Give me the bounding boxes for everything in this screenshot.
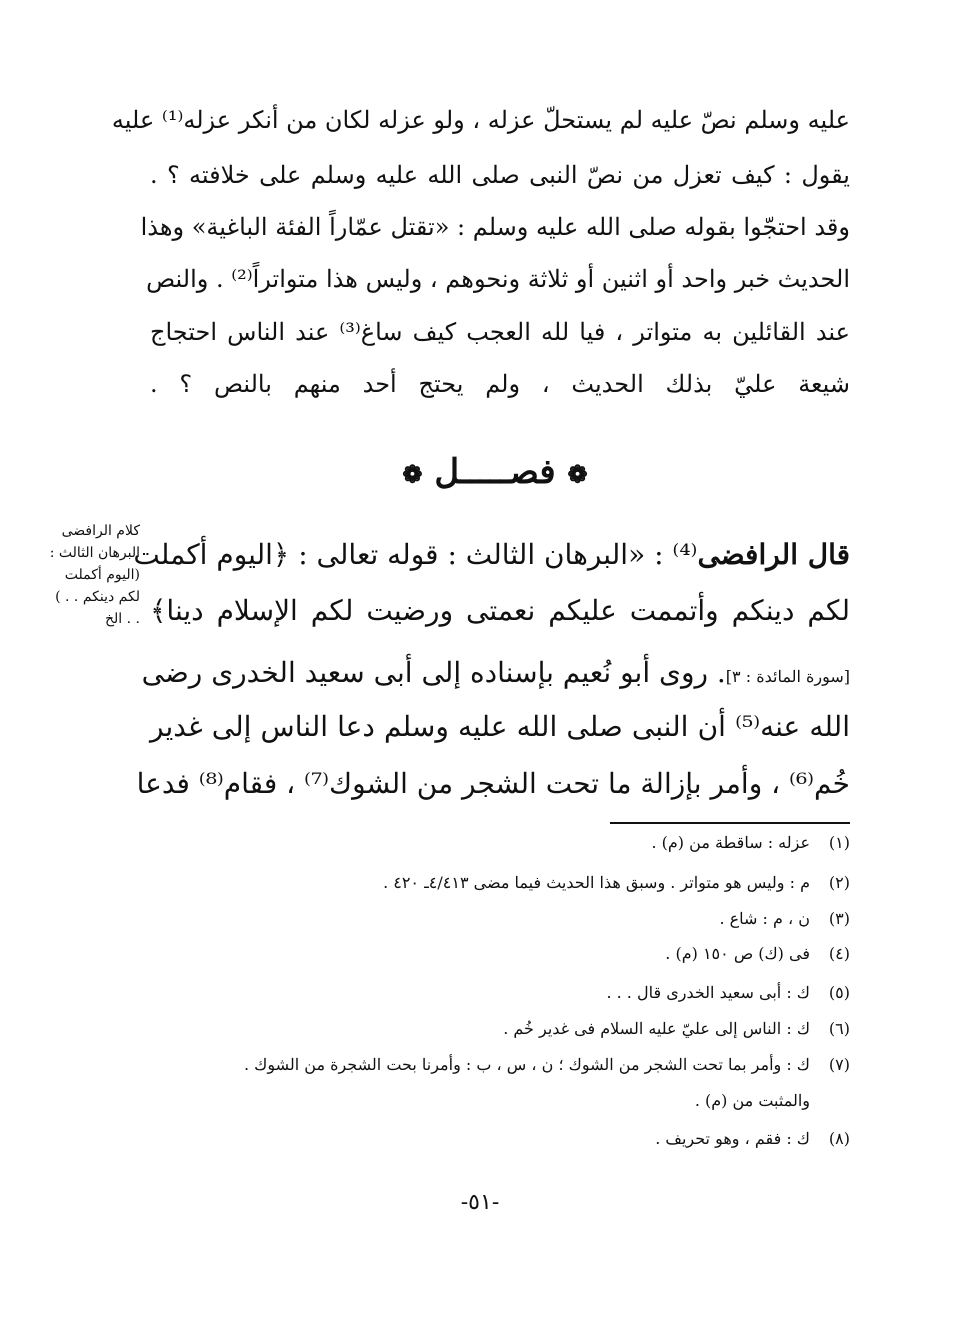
footnote (130, 1048, 850, 1082)
page-number: -٥١- (460, 1190, 500, 1215)
margin-note-line: . . الخ (105, 611, 140, 627)
footnote (130, 976, 850, 1010)
footnote-number: (٧) (828, 1055, 850, 1074)
footnote-text: والمثبت من (م) . (694, 1091, 810, 1110)
section-heading (380, 452, 610, 508)
text-line (133, 535, 850, 575)
footnote (130, 1122, 850, 1156)
text-line: الحديث خبر واحد أو اثنين أو ثلاثة ونحوهم ، وليس هذا متواتراً⁽²⁾ . والنص (146, 265, 850, 293)
text-line: خُم⁽⁶⁾ ، وأمر بإزالة ما تحت الشجر من الشوك⁽⁷⁾ ، فقام⁽⁸⁾ فدعا (136, 767, 850, 800)
footnote-number: (٥) (828, 983, 850, 1002)
footnote-number: (٦) (828, 1019, 850, 1038)
footnote (130, 902, 850, 936)
quran-citation: [سورة المائدة : ٣] (725, 667, 850, 686)
text-line (141, 653, 850, 697)
footnote-text: عزله : ساقطة من (م) . (651, 833, 810, 852)
section-title: فصـــــل (434, 452, 556, 492)
text-line: عليه وسلم نصّ عليه لم يستحلّ عزله ، ولو عزله لكان من أنكر عزله⁽¹⁾ عليه (111, 106, 850, 134)
speaker-label: قال الرافضى (697, 538, 850, 571)
text-line: شيعة عليّ بذلك الحديث ، ولم يحتج أحد منهم بالنص ؟ . (150, 370, 850, 398)
margin-note-line: (اليوم أكملت (64, 567, 140, 583)
footnote-text: ك : فقم ، وهو تحريف . (655, 1129, 810, 1148)
margin-note-line: كلام الرافضى (61, 523, 140, 539)
footnote-continuation (130, 1084, 850, 1118)
footnote-text: ك : الناس إلى عليّ عليه السلام فى غدير خُم . (503, 1019, 810, 1038)
footnote-divider (610, 822, 850, 824)
footnote (130, 826, 850, 860)
footnote-number: (١) (828, 833, 850, 852)
footnote-text: م : وليس هو متواتر . وسبق هذا الحديث فيما مضى ٤/٤١٣ـ ٤٢٠ . (383, 873, 810, 892)
text-line: وقد احتجّوا بقوله صلى الله عليه وسلم : «تقتل عمّاراً الفئة الباغية» وهذا (140, 213, 850, 241)
text-line: يقول : كيف تعزل من نصّ النبى صلى الله عليه وسلم على خلافته ؟ . (150, 161, 850, 189)
text-line: لكم دينكم وأتممت عليكم نعمتى ورضيت لكم الإسلام دينا﴾ (150, 594, 850, 627)
footnote-text: فى (ك) ص ١٥٠ (م) . (665, 944, 810, 963)
footnote-text: ك : أبى سعيد الخدرى قال . . . (606, 983, 810, 1002)
ornament-icon: ❁ (567, 459, 588, 489)
footnote-number: (٣) (828, 909, 850, 928)
footnote-number: (٢) (828, 873, 850, 892)
footnote-number: (٤) (828, 944, 850, 963)
footnote (130, 937, 850, 971)
footnote-number: (٨) (828, 1129, 850, 1148)
line-text: . روى أبو نُعيم بإسناده إلى أبى سعيد الخدرى رضى (141, 656, 726, 689)
margin-note-line: لكم دينكم . . ) (55, 589, 140, 605)
text-line: الله عنه⁽⁵⁾ أن النبى صلى الله عليه وسلم دعا الناس إلى غدير (150, 710, 850, 743)
footnote (130, 1012, 850, 1046)
footnote (130, 866, 850, 900)
margin-note (20, 520, 140, 630)
text-line: عند القائلين به متواتر ، فيا لله العجب كيف ساغ⁽³⁾ عند الناس احتجاج (150, 318, 850, 346)
footnote-text: ن ، م : شاع . (719, 909, 810, 928)
margin-note-line: البرهان الثالث : (49, 545, 140, 561)
line-text: ⁽⁴⁾ : «البرهان الثالث : قوله تعالى : ﴿اليوم أكملت (133, 538, 698, 571)
footnote-text: ك : وأمر بما تحت الشجر من الشوك ؛ ن ، س ، ب : وأمرنا بحت الشجرة من الشوك . (243, 1055, 810, 1074)
ornament-icon: ❁ (402, 459, 423, 489)
